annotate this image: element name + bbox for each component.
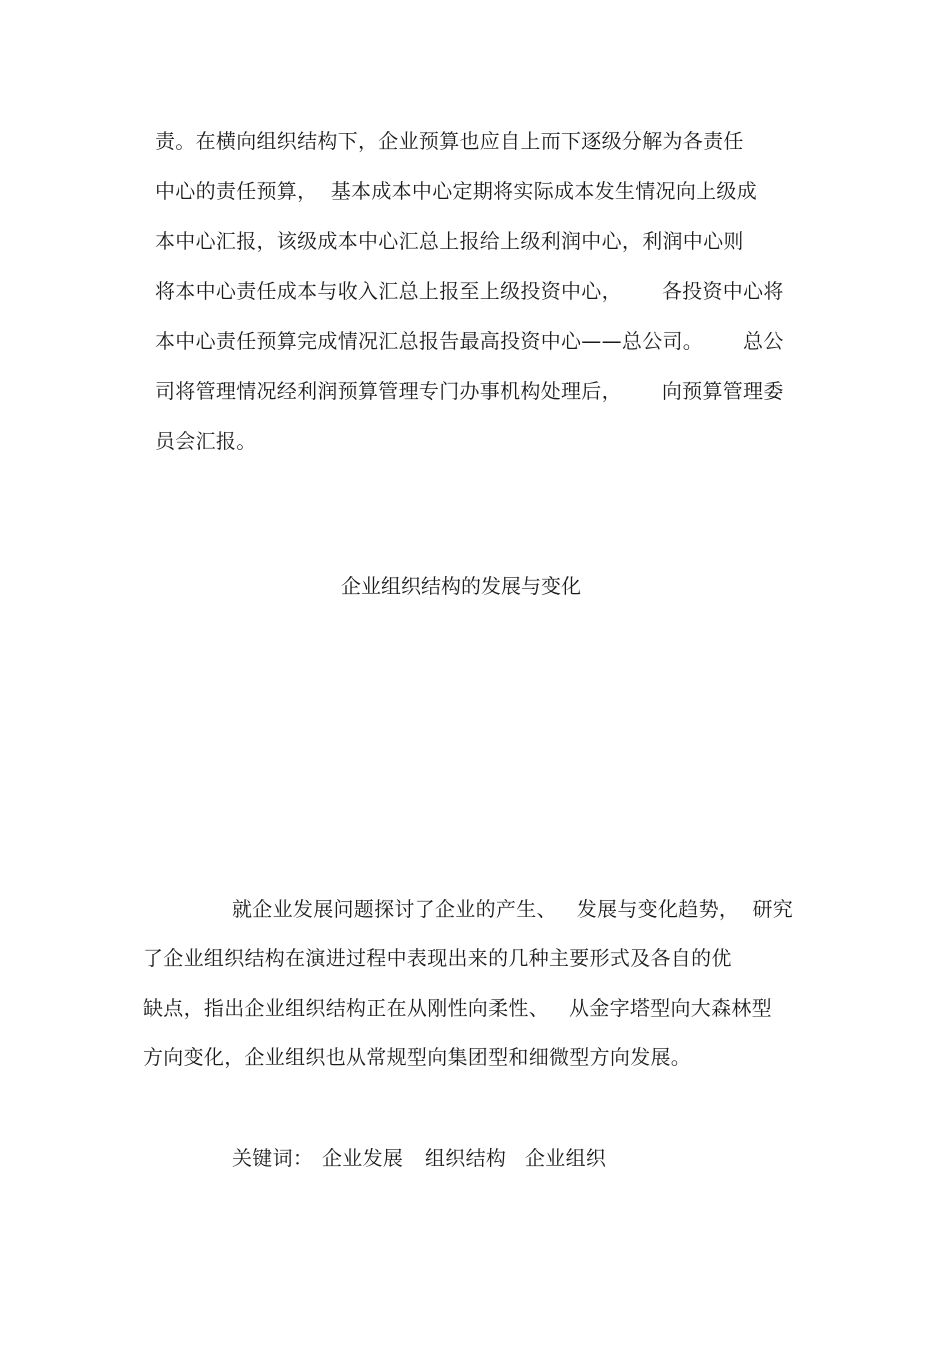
paragraph-line: 将本中心责任成本与收入汇总上报至上级投资中心， 各投资中心将: [155, 279, 784, 303]
paragraph-line: 本中心汇报，该级成本中心汇总上报给上级利润中心，利润中心则: [155, 229, 744, 253]
paragraph-line: 员会汇报。: [155, 429, 257, 453]
keyword-item: 企业组织: [525, 1146, 607, 1170]
paragraph-line: 本中心责任预算完成情况汇总报告最高投资中心——总公司。 总公: [155, 329, 784, 353]
paragraph-line: 方向变化，企业组织也从常规型向集团型和细微型方向发展。: [143, 1045, 692, 1069]
paragraph-line: 就企业发展问题探讨了企业的产生、 发展与变化趋势， 研究: [232, 897, 794, 921]
keyword-item: 企业发展: [322, 1146, 404, 1170]
paragraph-line: 缺点，指出企业组织结构正在从刚性向柔性、 从金字塔型向大森林型: [143, 996, 772, 1020]
paragraph-line: 了企业组织结构在演进过程中表现出来的几种主要形式及各自的优: [143, 946, 732, 970]
keyword-item: 组织结构: [425, 1146, 507, 1170]
keywords-label: 关键词：: [232, 1146, 314, 1170]
paragraph-line: 责。在横向组织结构下，企业预算也应自上而下逐级分解为各责任: [155, 129, 744, 153]
paragraph-line: 中心的责任预算， 基本成本中心定期将实际成本发生情况向上级成: [155, 179, 758, 203]
section-title: 企业组织结构的发展与变化: [341, 574, 581, 598]
paragraph-line: 司将管理情况经利润预算管理专门办事机构处理后， 向预算管理委: [155, 379, 784, 403]
